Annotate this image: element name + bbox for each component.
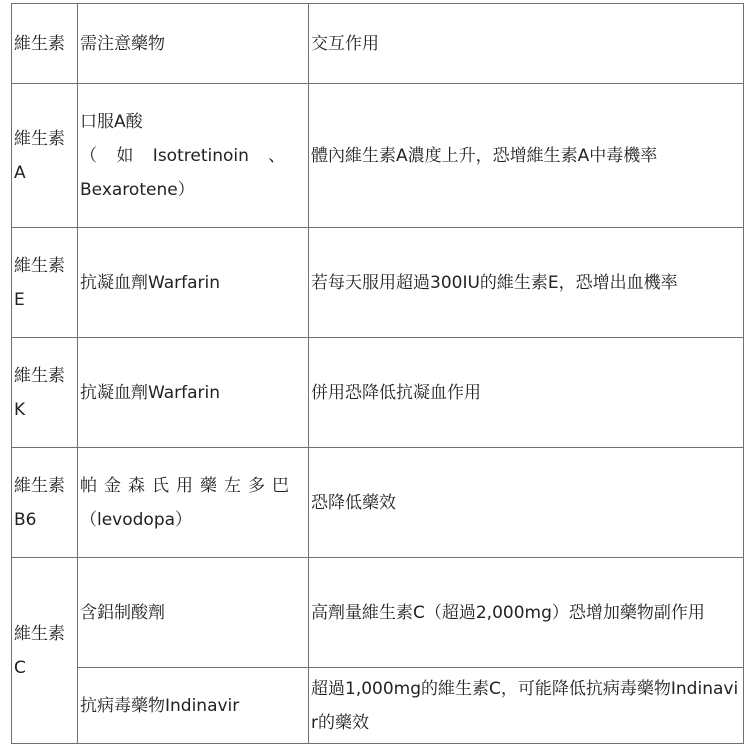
table-row: [12, 228, 744, 338]
interaction-cell: 併用恐降低抗凝血作用: [309, 338, 744, 448]
interaction-cell: 恐降低藥效: [309, 448, 744, 558]
vitamin-cell: 維生素B6: [12, 448, 78, 558]
vitamin-cell: 維生素C: [12, 558, 78, 744]
drug-cell: 含鋁制酸劑: [78, 558, 309, 668]
drug-line: 口服A酸: [80, 111, 143, 132]
vitamin-drug-interaction-table: [11, 3, 744, 744]
vitamin-cell: 維生素E: [12, 228, 78, 338]
interaction-cell: 超過1,000mg的維生素C，可能降低抗病毒藥物Indinavir的藥效: [309, 668, 744, 744]
drug-line: （levodopa）: [80, 509, 193, 530]
table-row: [12, 558, 744, 668]
drug-cell: 抗病毒藥物Indinavir: [78, 668, 309, 744]
header-drug: 需注意藥物: [78, 4, 309, 84]
interaction-cell: 若每天服用超過300IU的維生素E，恐增出血機率: [309, 228, 744, 338]
drug-cell: [78, 448, 309, 558]
table-row: [12, 668, 744, 744]
drug-line: 帕金森氏用藥左多巴: [80, 475, 296, 496]
table-row: [12, 84, 744, 228]
table-row: [12, 448, 744, 558]
vitamin-cell: 維生素A: [12, 84, 78, 228]
drug-cell: [78, 84, 309, 228]
drug-cell: 抗凝血劑Warfarin: [78, 338, 309, 448]
drug-line: Bexarotene）: [80, 179, 195, 200]
table-row: [12, 338, 744, 448]
vitamin-cell: 維生素K: [12, 338, 78, 448]
drug-line: （ 如 Isotretinoin 、: [80, 145, 286, 166]
interaction-cell: 高劑量維生素C（超過2,000mg）恐增加藥物副作用: [309, 558, 744, 668]
header-vitamin: 維生素: [12, 4, 78, 84]
interaction-cell: 體內維生素A濃度上升，恐增維生素A中毒機率: [309, 84, 744, 228]
header-interaction: 交互作用: [309, 4, 744, 84]
drug-cell: 抗凝血劑Warfarin: [78, 228, 309, 338]
header-row: [12, 4, 744, 84]
